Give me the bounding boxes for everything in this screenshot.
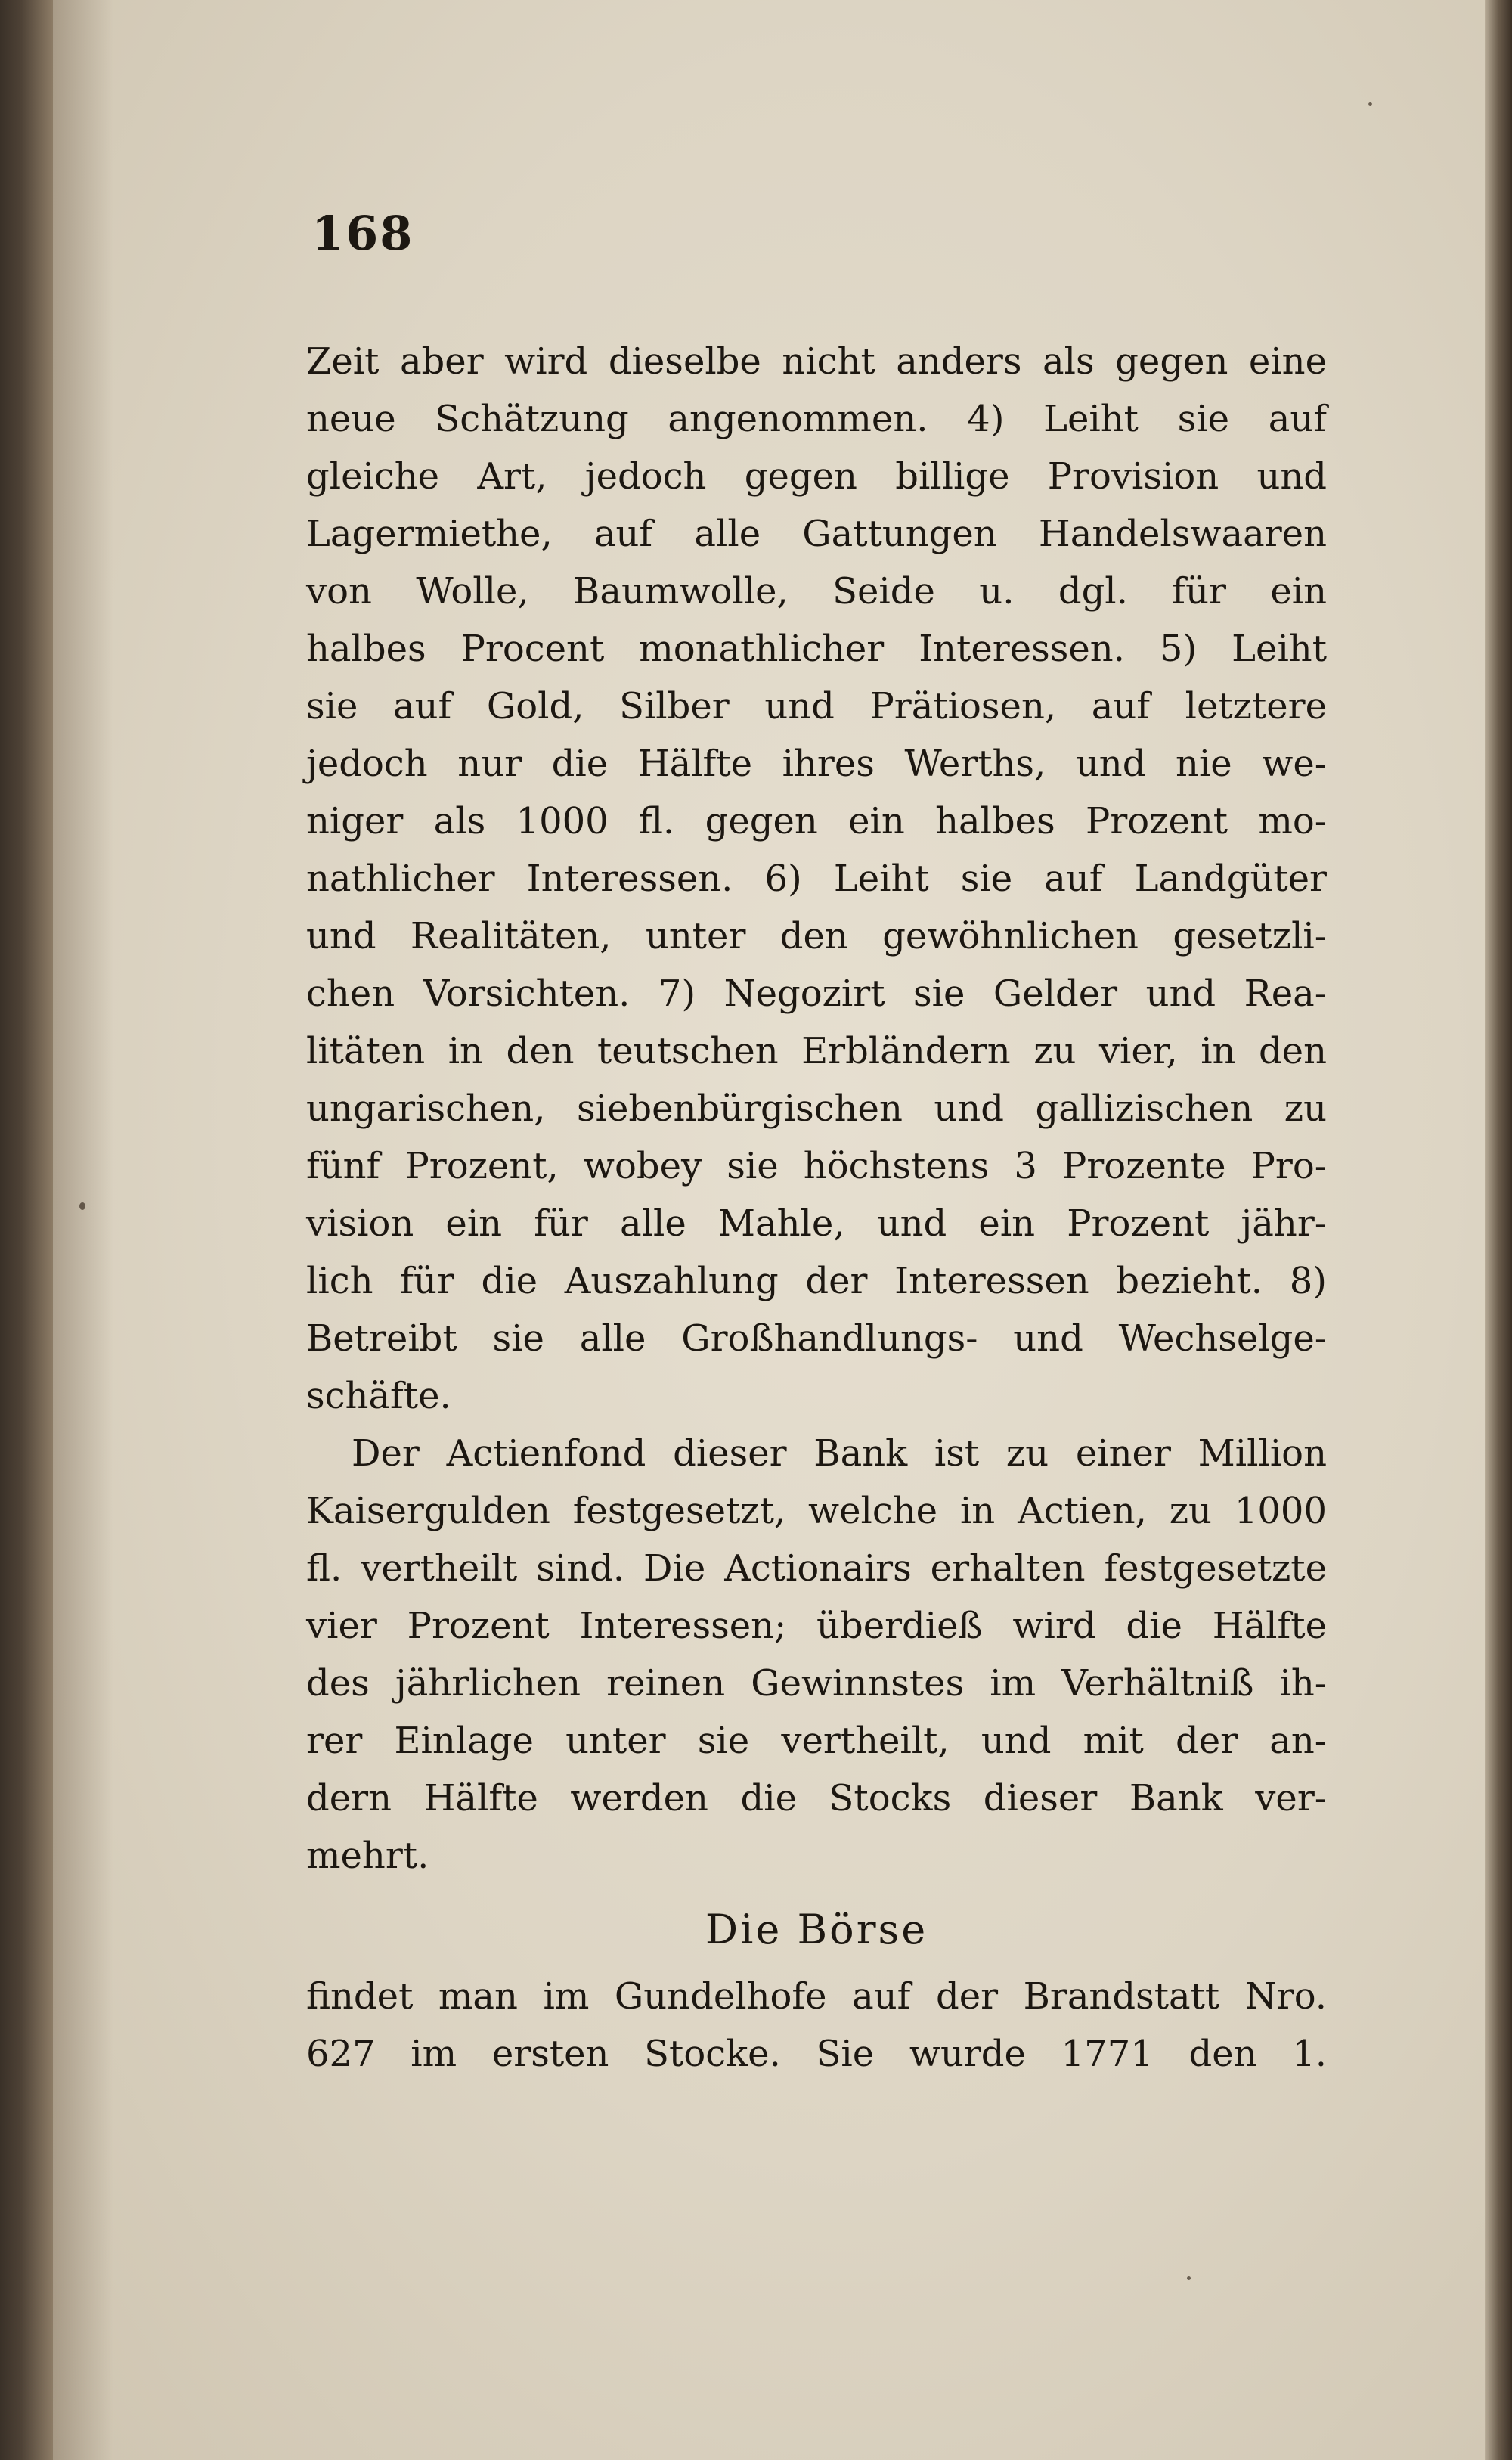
paper-speck: [1187, 2276, 1191, 2280]
book-page: [53, 0, 1485, 2460]
text-line: neue Schätzung angenommen. 4) Leiht sie auf: [306, 398, 1327, 440]
body-text: [306, 333, 1327, 2083]
text-line: Der Actienfond dieser Bank ist zu einer Million: [352, 1432, 1327, 1475]
text-line: sie auf Gold, Silber und Prätiosen, auf letztere: [306, 685, 1327, 727]
text-line: vision ein für alle Mahle, und ein Prozent jähr-: [306, 1202, 1327, 1245]
page-edge: [1485, 0, 1512, 2460]
text-line: dern Hälfte werden die Stocks dieser Bank ver-: [306, 1777, 1327, 1819]
book-binding: [0, 0, 53, 2460]
paper-speck: [79, 1202, 85, 1210]
text-line: halbes Procent monathlicher Interessen. 5) Leiht: [306, 628, 1327, 670]
text-line: 627 im ersten Stocke. Sie wurde 1771 den 1.: [306, 2033, 1327, 2075]
text-line: und Realitäten, unter den gewöhnlichen gesetzli-: [306, 915, 1327, 957]
paper-speck: [1368, 102, 1372, 106]
text-line: niger als 1000 fl. gegen ein halbes Prozent mo-: [306, 800, 1327, 842]
text-line: gleiche Art, jedoch gegen billige Provision und: [306, 455, 1327, 498]
text-line: litäten in den teutschen Erbländern zu vier, in den: [306, 1030, 1327, 1072]
text-line: rer Einlage unter sie vertheilt, und mit der an-: [306, 1720, 1327, 1762]
text-line: schäfte.: [306, 1375, 451, 1417]
section-heading: Die Börse: [705, 1906, 928, 1953]
text-line: mehrt.: [306, 1835, 429, 1877]
text-line: lich für die Auszahlung der Interessen bezieht. 8): [306, 1260, 1327, 1302]
text-line: jedoch nur die Hälfte ihres Werths, und nie we-: [306, 743, 1327, 785]
text-line: Betreibt sie alle Großhandlungs- und Wechselge-: [306, 1317, 1327, 1360]
text-line: des jährlichen reinen Gewinnstes im Verhältniß ih-: [306, 1662, 1327, 1705]
text-line: von Wolle, Baumwolle, Seide u. dgl. für ein: [306, 570, 1327, 613]
gutter-shadow: [53, 0, 113, 2460]
page-number: 168: [311, 206, 414, 261]
text-line: findet man im Gundelhofe auf der Brandstatt Nro.: [306, 1975, 1327, 2018]
text-line: Kaisergulden festgesetzt, welche in Actien, zu 1000: [306, 1490, 1327, 1532]
text-line: fl. vertheilt sind. Die Actionairs erhalten festgesetzte: [306, 1547, 1327, 1590]
text-line: ungarischen, siebenbürgischen und gallizischen zu: [306, 1087, 1327, 1130]
text-line: vier Prozent Interessen; überdieß wird die Hälfte: [306, 1605, 1327, 1647]
text-line: Zeit aber wird dieselbe nicht anders als gegen eine: [306, 340, 1327, 383]
text-line: Lagermiethe, auf alle Gattungen Handelswaaren: [306, 513, 1327, 555]
text-line: nathlicher Interessen. 6) Leiht sie auf Landgüter: [306, 858, 1327, 900]
text-line: fünf Prozent, wobey sie höchstens 3 Prozente Pro-: [306, 1145, 1327, 1187]
text-line: chen Vorsichten. 7) Negozirt sie Gelder und Rea-: [306, 973, 1327, 1015]
